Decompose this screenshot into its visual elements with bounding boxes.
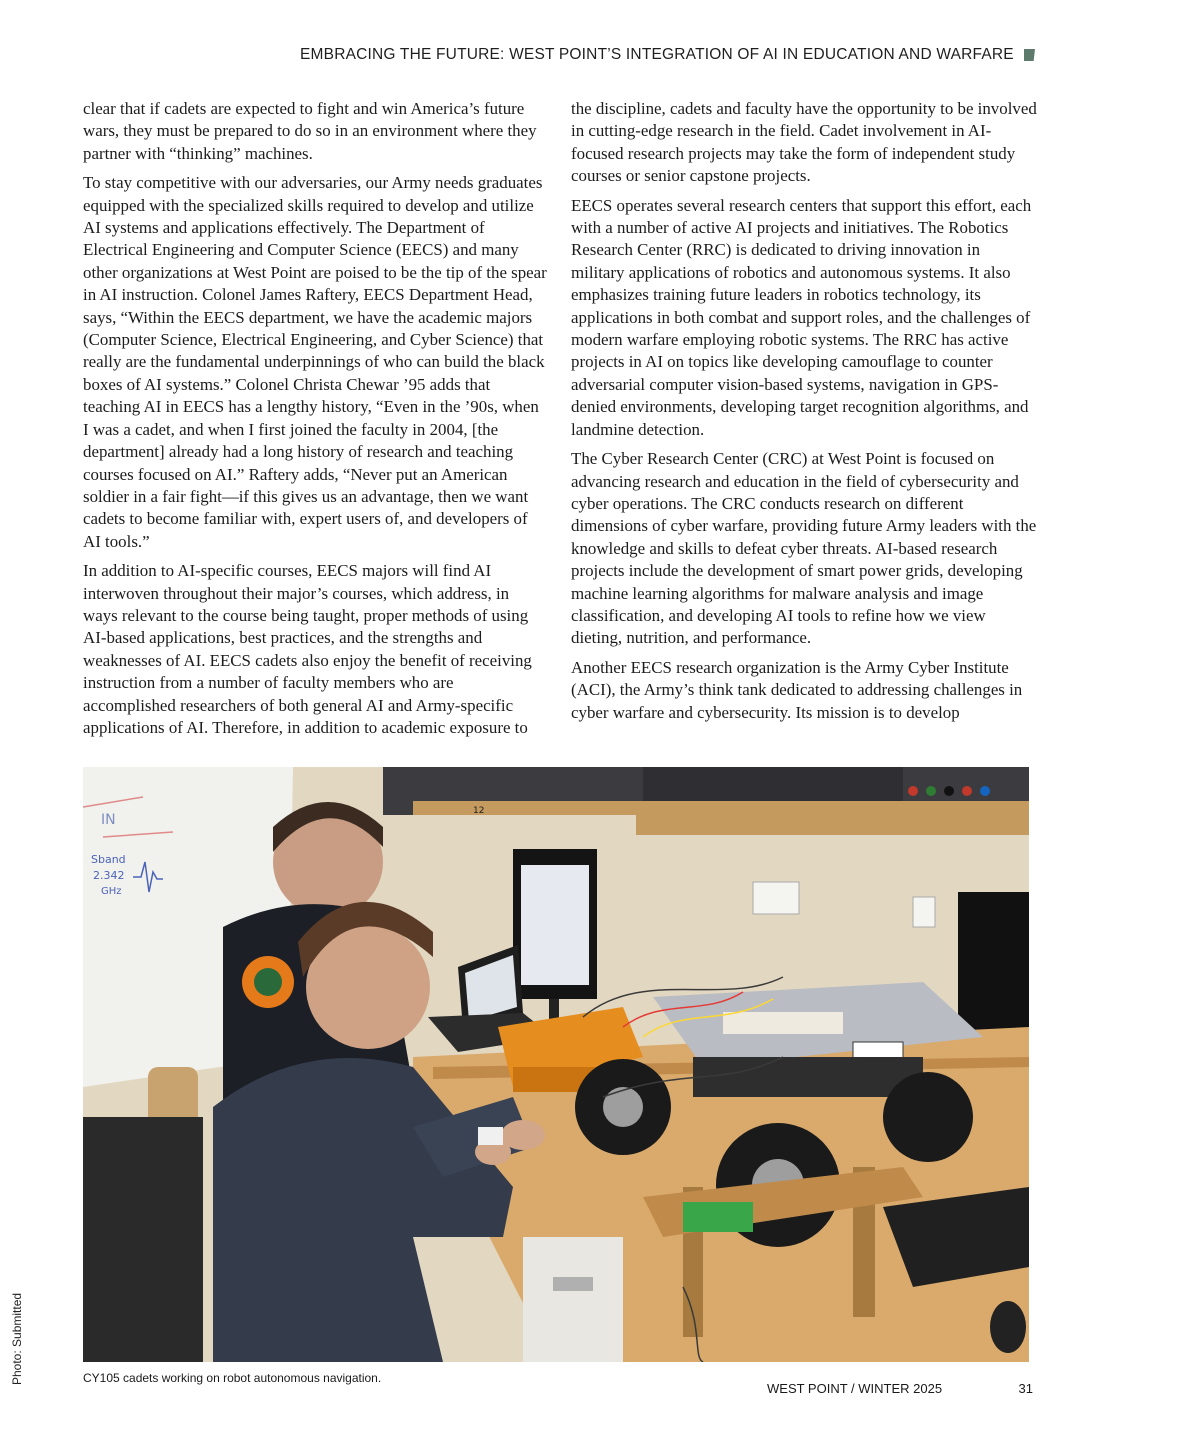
photo-caption: CY105 cadets working on robot autonomous navigation. xyxy=(83,1371,382,1385)
paragraph: In addition to AI-specific courses, EECS majors will find AI interwoven throughout their major’s courses, which address, in ways relevant to the course being taught, proper methods of using AI-based applications, best practices, and the strengths and weaknesses of AI. EECS cadets also enjoy the benefit of receiving instruction from a number of faculty members who are accomplished researchers of both general AI and Army-specific applications of AI. Therefore, in addition to academic exposure to xyxy=(83,561,532,737)
whiteboard-text: Sband xyxy=(91,853,126,866)
paragraph: The Cyber Research Center (CRC) at West Point is focused on advancing research and education in the field of cybersecurity and cyber operations. The CRC conducts research on different dimensions of cyber warfare, providing future Army leaders with the knowledge and skills to defeat cyber threats. AI-based research projects include the development of smart power grids, developing machine learning algorithms for malware analysis and image classification, and developing AI tools to refine how we view dieting, nutrition, and performance. xyxy=(571,449,1037,648)
paragraph: EECS operates several research centers that support this effort, each with a number of active AI projects and initiatives. The Robotics Research Center (RRC) is dedicated to driving innovation in military applications of robotics and autonomous systems. It also emphasizes training future leaders in robotics technology, its applications in both combat and support roles, and the challenges of modern warfare employing robotic systems. The RRC has active projects in AI on topics like developing camouflage to counter adversarial computer vision-based systems, navigation in GPS-denied environments, developing target recognition algorithms, and landmine detection. xyxy=(571,195,1032,439)
page-number: 31 xyxy=(1018,1381,1033,1396)
paragraph: the discipline, cadets and faculty have the opportunity to be involved in cutting-edge research in the field. Cadet involvement in AI-focused research projects may take the form of independent study courses or senior capstone projects. xyxy=(571,99,1037,186)
paragraph: clear that if cadets are expected to fight and win America’s future wars, they must be prepared to do so in an environment where they partner with “thinking” machines. xyxy=(83,99,537,163)
lab-photo-illustration xyxy=(83,767,1029,1362)
lab-photo xyxy=(83,767,1029,1362)
whiteboard-text: IN xyxy=(101,812,116,828)
photo-credit xyxy=(10,1290,30,1385)
paragraph: To stay competitive with our adversaries, our Army needs graduates equipped with the specialized skills required to develop and utilize AI systems and applications effectively. The Department of Electrical Engineering and Computer Science (EECS) and many other organizations at West Point are poised to be the tip of the spear in AI instruction. Colonel James Raftery, EECS Department Head, says, “Within the EECS department, we have the academic majors (Computer Science, Electrical Engineering, and Cyber Science) that really are the fundamental underpinnings of who can build the black boxes of AI systems.” Colonel Christa Chewar ’95 adds that teaching AI in EECS has a lengthy history, “Even in the ’90s, when I was a cadet, and when I first joined the faculty in 2004, [the department] already had a long history of research and teaching courses focused on AI.” Raftery adds, “Never put an American soldier in a fair fight—if this gives us an advantage, then we want cadets to become familiar with, expert users of, and developers of AI tools.” xyxy=(83,173,547,551)
station-number: 12 xyxy=(473,806,485,816)
publication-name: WEST POINT / WINTER 2025 xyxy=(767,1381,943,1396)
photo-credit-text: Photo: Submitted xyxy=(10,1292,24,1385)
left-column xyxy=(83,98,547,746)
header-accent-tab xyxy=(1024,49,1035,61)
whiteboard-text: 2.342 xyxy=(93,869,125,882)
running-header xyxy=(300,46,1035,64)
whiteboard-text: GHz xyxy=(101,886,122,897)
running-header-title: EMBRACING THE FUTURE: WEST POINT’S INTEGRATION OF AI IN EDUCATION AND WARFARE xyxy=(300,46,1014,63)
right-column xyxy=(571,98,1037,731)
paragraph: Another EECS research organization is the Army Cyber Institute (ACI), the Army’s think tank dedicated to addressing challenges in cyber warfare and cybersecurity. Its mission is to develop xyxy=(571,657,1023,722)
